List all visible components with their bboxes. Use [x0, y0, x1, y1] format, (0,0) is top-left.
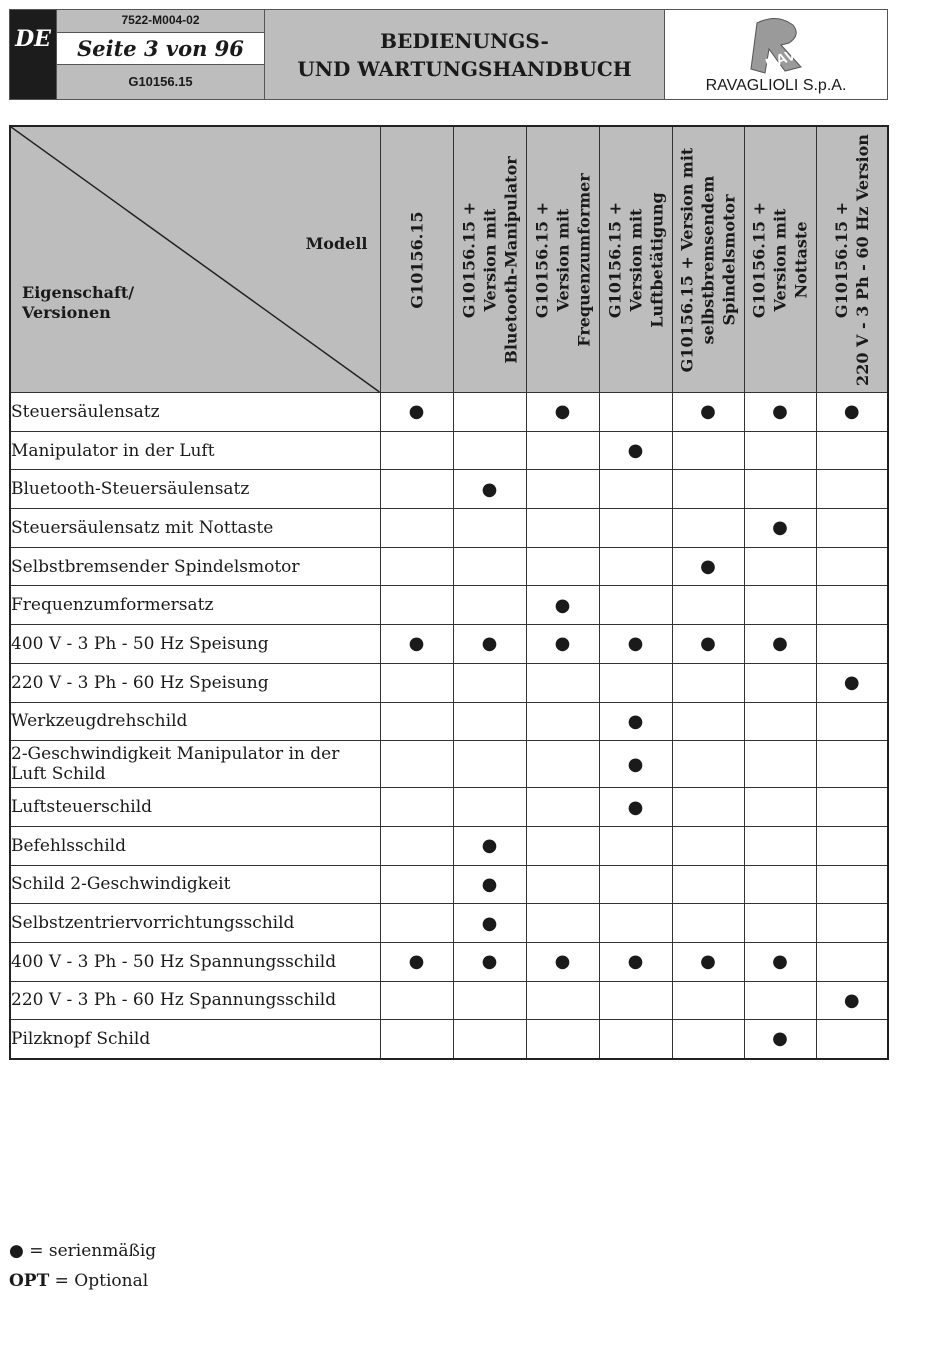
legend-optional — [9, 1271, 148, 1291]
table-cell — [816, 431, 888, 470]
svg-text:RAV: RAV — [763, 46, 798, 74]
model-column-header — [816, 126, 888, 393]
table-cell — [744, 393, 816, 432]
table-cell — [672, 547, 744, 586]
table-cell — [380, 826, 453, 865]
table-cell — [816, 393, 888, 432]
table-cell — [380, 865, 453, 904]
table-cell — [672, 826, 744, 865]
row-label: Bluetooth-Steuersäulensatz — [10, 470, 380, 509]
model-column-header-text — [831, 134, 873, 386]
table-cell — [599, 904, 672, 943]
table-cell — [744, 663, 816, 702]
row-label: 220 V - 3 Ph - 60 Hz Speisung — [10, 663, 380, 702]
table-cell — [526, 625, 599, 664]
table-cell — [599, 586, 672, 625]
table-cell — [744, 431, 816, 470]
table-cell — [453, 904, 526, 943]
table-cell — [744, 702, 816, 741]
table-cell — [380, 625, 453, 664]
table-cell — [526, 942, 599, 981]
table-cell — [599, 865, 672, 904]
model-column-header-line: Frequenzumformer — [574, 172, 593, 347]
table-cell — [599, 826, 672, 865]
company-logo-block — [665, 10, 887, 99]
table-header-row — [10, 126, 888, 393]
table-cell — [744, 741, 816, 788]
standard-bullet-icon: ● — [772, 401, 788, 423]
standard-text: = serienmäßig — [23, 1241, 157, 1261]
table-cell — [526, 826, 599, 865]
document-reference-block — [56, 10, 265, 99]
table-cell — [672, 470, 744, 509]
row-label: Frequenzumformersatz — [10, 586, 380, 625]
table-cell — [526, 1020, 599, 1059]
standard-bullet-icon: ● — [627, 753, 644, 775]
table-cell — [380, 509, 453, 548]
model-column-header-line: Version mit — [626, 208, 645, 311]
standard-bullet-icon: ● — [554, 401, 571, 423]
table-cell — [744, 981, 816, 1020]
table-cell — [744, 625, 816, 664]
model-column-header-line: G10156.15 + — [749, 201, 769, 318]
table-cell — [599, 431, 672, 470]
table-cell — [672, 942, 744, 981]
table-cell — [453, 509, 526, 548]
standard-bullet-icon: ● — [772, 1028, 788, 1050]
table-cell — [380, 942, 453, 981]
table-cell — [599, 509, 672, 548]
table-cell — [816, 942, 888, 981]
model-column-header — [380, 126, 453, 393]
document-code: 7522-M004-02 — [121, 13, 200, 27]
table-cell — [816, 702, 888, 741]
standard-bullet-icon: ● — [772, 517, 788, 539]
table-cell — [526, 663, 599, 702]
table-cell — [672, 904, 744, 943]
property-axis-label: Eigenschaft/ Versionen — [22, 283, 135, 322]
standard-bullet-icon: ● — [408, 951, 425, 973]
standard-bullet-icon: ● — [700, 633, 716, 655]
model-column-header-line: G10156.15 — [407, 210, 426, 309]
table-cell — [526, 981, 599, 1020]
table-cell — [816, 741, 888, 788]
table-cell — [672, 741, 744, 788]
table-cell — [380, 431, 453, 470]
table-cell — [816, 509, 888, 548]
manual-title-line-2: UND WARTUNGSHANDBUCH — [297, 56, 632, 81]
model-column-header-line: G10156.15 + — [605, 201, 624, 318]
row-label: Steuersäulensatz — [10, 393, 380, 432]
table-cell — [453, 1020, 526, 1059]
table-cell — [816, 547, 888, 586]
standard-bullet-icon: ● — [408, 633, 425, 655]
standard-bullet-icon: ● — [627, 633, 644, 655]
page-header — [9, 9, 888, 100]
table-cell — [744, 509, 816, 548]
table-cell — [453, 826, 526, 865]
table-cell — [526, 431, 599, 470]
diagonal-divider — [11, 127, 380, 392]
table-cell — [744, 547, 816, 586]
table-cell — [599, 942, 672, 981]
table-row — [10, 547, 888, 586]
row-label: 2-Geschwindigkeit Manipulator in der Luft Schild — [10, 741, 380, 788]
model-column-header-line: selbstbremsendem — [698, 175, 718, 344]
ravaglioli-logo-icon — [743, 15, 807, 79]
table-cell — [599, 625, 672, 664]
table-cell — [672, 788, 744, 827]
row-label: Pilzknopf Schild — [10, 1020, 380, 1059]
row-label: Befehlsschild — [10, 826, 380, 865]
table-cell — [744, 470, 816, 509]
table-cell — [816, 981, 888, 1020]
row-label: Werkzeugdrehschild — [10, 702, 380, 741]
table-cell — [526, 865, 599, 904]
standard-bullet-icon: ● — [481, 873, 498, 895]
table-cell — [599, 547, 672, 586]
legend-standard — [9, 1241, 156, 1261]
table-cell — [380, 470, 453, 509]
table-cell — [744, 942, 816, 981]
standard-bullet-icon: ● — [481, 912, 498, 934]
table-cell — [380, 702, 453, 741]
table-cell — [744, 1020, 816, 1059]
row-label: Schild 2-Geschwindigkeit — [10, 865, 380, 904]
optional-symbol: OPT — [9, 1271, 50, 1291]
table-cell — [672, 509, 744, 548]
table-cell — [672, 586, 744, 625]
table-row — [10, 981, 888, 1020]
table-cell — [672, 1020, 744, 1059]
model-column-header-text — [677, 147, 740, 372]
table-cell — [672, 865, 744, 904]
model-column-header — [453, 126, 526, 393]
row-label: Manipulator in der Luft — [10, 431, 380, 470]
model-column-header-line: Nottaste — [791, 220, 811, 299]
table-cell — [526, 586, 599, 625]
model-code: G10156.15 — [128, 74, 193, 89]
table-cell — [453, 865, 526, 904]
table-row — [10, 826, 888, 865]
table-cell — [526, 788, 599, 827]
standard-bullet-icon: ● — [843, 672, 860, 694]
table-cell — [599, 393, 672, 432]
table-row — [10, 702, 888, 741]
table-cell — [453, 547, 526, 586]
table-cell — [453, 788, 526, 827]
table-cell — [526, 702, 599, 741]
model-column-header-text — [458, 156, 521, 363]
table-cell — [599, 663, 672, 702]
model-column-header-line: G10156.15 + — [831, 201, 851, 318]
table-cell — [672, 625, 744, 664]
standard-bullet-icon: ● — [627, 440, 644, 462]
table-cell — [526, 509, 599, 548]
table-cell — [744, 586, 816, 625]
table-cell — [599, 981, 672, 1020]
table-cell — [453, 741, 526, 788]
standard-bullet-icon: ● — [627, 951, 644, 973]
table-row — [10, 431, 888, 470]
manual-title — [265, 10, 665, 99]
table-cell — [526, 904, 599, 943]
model-column-header-line: 220 V - 3 Ph - 60 Hz Version — [852, 133, 872, 386]
model-column-header — [744, 126, 816, 393]
row-label: Selbstzentriervorrichtungsschild — [10, 904, 380, 943]
table-cell — [816, 826, 888, 865]
model-column-header-text — [406, 211, 427, 308]
table-cell — [599, 702, 672, 741]
model-column-header-line: Spindelsmotor — [719, 194, 739, 325]
standard-bullet-icon: ● — [408, 401, 425, 423]
row-label: Steuersäulensatz mit Nottaste — [10, 509, 380, 548]
model-column-header — [672, 126, 744, 393]
page-number: Seite 3 von 96 — [57, 32, 264, 65]
table-row — [10, 788, 888, 827]
language-badge: DE — [10, 10, 56, 99]
model-column-header-line: G10156.15 + — [459, 201, 478, 318]
table-cell — [380, 1020, 453, 1059]
manual-title-line-1: BEDIENUNGS- — [380, 28, 549, 53]
table-cell — [380, 788, 453, 827]
table-cell — [672, 702, 744, 741]
model-features-table — [9, 125, 889, 1060]
table-cell — [453, 625, 526, 664]
standard-bullet-icon: ● — [843, 989, 860, 1011]
table-cell — [453, 702, 526, 741]
standard-bullet-icon: ● — [554, 594, 571, 616]
table-row — [10, 904, 888, 943]
table-cell — [599, 741, 672, 788]
table-cell — [816, 625, 888, 664]
table-cell — [526, 547, 599, 586]
table-cell — [453, 393, 526, 432]
model-column-header-text — [749, 201, 812, 317]
model-column-header-line: Bluetooth-Manipulator — [501, 155, 520, 364]
company-name: RAVAGLIOLI S.p.A. — [705, 77, 847, 94]
table-cell — [453, 431, 526, 470]
row-label: Luftsteuerschild — [10, 788, 380, 827]
table-cell — [380, 741, 453, 788]
table-cell — [816, 470, 888, 509]
standard-bullet-icon: ● — [772, 633, 788, 655]
table-cell — [816, 904, 888, 943]
standard-bullet-icon: ● — [554, 951, 571, 973]
model-column-header-line: Version mit — [770, 208, 790, 311]
model-column-header-text — [531, 173, 594, 347]
model-column-header-line: G10156.15 + — [532, 201, 551, 318]
standard-symbol: ● — [9, 1241, 24, 1261]
standard-bullet-icon: ● — [700, 556, 716, 578]
table-cell — [672, 431, 744, 470]
model-column-header-text — [604, 192, 667, 327]
table-cell — [599, 788, 672, 827]
table-cell — [453, 586, 526, 625]
table-row — [10, 942, 888, 981]
standard-bullet-icon: ● — [481, 951, 498, 973]
table-cell — [816, 865, 888, 904]
table-cell — [672, 663, 744, 702]
table-row — [10, 470, 888, 509]
model-column-header-line: Version mit — [480, 208, 499, 311]
table-cell — [744, 904, 816, 943]
row-label: Selbstbremsender Spindelsmotor — [10, 547, 380, 586]
table-body — [10, 393, 888, 1059]
table-row — [10, 393, 888, 432]
table-corner-header — [10, 126, 380, 393]
table-cell — [380, 586, 453, 625]
table-cell — [380, 393, 453, 432]
row-label: 400 V - 3 Ph - 50 Hz Speisung — [10, 625, 380, 664]
standard-bullet-icon: ● — [481, 835, 498, 857]
standard-bullet-icon: ● — [772, 951, 788, 973]
table-row — [10, 1020, 888, 1059]
model-column-header-line: Version mit — [553, 208, 572, 311]
table-cell — [744, 826, 816, 865]
model-column-header-line: G10156.15 + Version mit — [677, 147, 697, 372]
table-cell — [816, 663, 888, 702]
table-cell — [380, 663, 453, 702]
table-cell — [453, 663, 526, 702]
table-cell — [526, 470, 599, 509]
table-cell — [599, 470, 672, 509]
standard-bullet-icon: ● — [554, 633, 571, 655]
standard-bullet-icon: ● — [627, 796, 644, 818]
table-row — [10, 865, 888, 904]
table-cell — [816, 586, 888, 625]
table-cell — [744, 788, 816, 827]
standard-bullet-icon: ● — [481, 633, 498, 655]
standard-bullet-icon: ● — [700, 401, 716, 423]
table-cell — [816, 1020, 888, 1059]
standard-bullet-icon: ● — [481, 478, 498, 500]
table-cell — [380, 981, 453, 1020]
table-row — [10, 741, 888, 788]
table-cell — [744, 865, 816, 904]
table-cell — [672, 393, 744, 432]
table-cell — [599, 1020, 672, 1059]
table-row — [10, 509, 888, 548]
model-column-header — [599, 126, 672, 393]
table-cell — [453, 470, 526, 509]
table-cell — [453, 981, 526, 1020]
table-cell — [380, 547, 453, 586]
standard-bullet-icon: ● — [627, 710, 644, 732]
row-label: 400 V - 3 Ph - 50 Hz Spannungsschild — [10, 942, 380, 981]
model-axis-label: Modell — [305, 234, 368, 253]
model-column-header — [526, 126, 599, 393]
table-row — [10, 586, 888, 625]
standard-bullet-icon: ● — [843, 401, 860, 423]
standard-bullet-icon: ● — [700, 951, 716, 973]
table-row — [10, 625, 888, 664]
table-cell — [453, 942, 526, 981]
table-row — [10, 663, 888, 702]
table-cell — [526, 741, 599, 788]
row-label: 220 V - 3 Ph - 60 Hz Spannungsschild — [10, 981, 380, 1020]
model-column-header-line: Luftbetätigung — [647, 191, 666, 328]
table-cell — [380, 904, 453, 943]
optional-text: = Optional — [49, 1271, 149, 1291]
table-cell — [672, 981, 744, 1020]
table-cell — [526, 393, 599, 432]
table-cell — [816, 788, 888, 827]
